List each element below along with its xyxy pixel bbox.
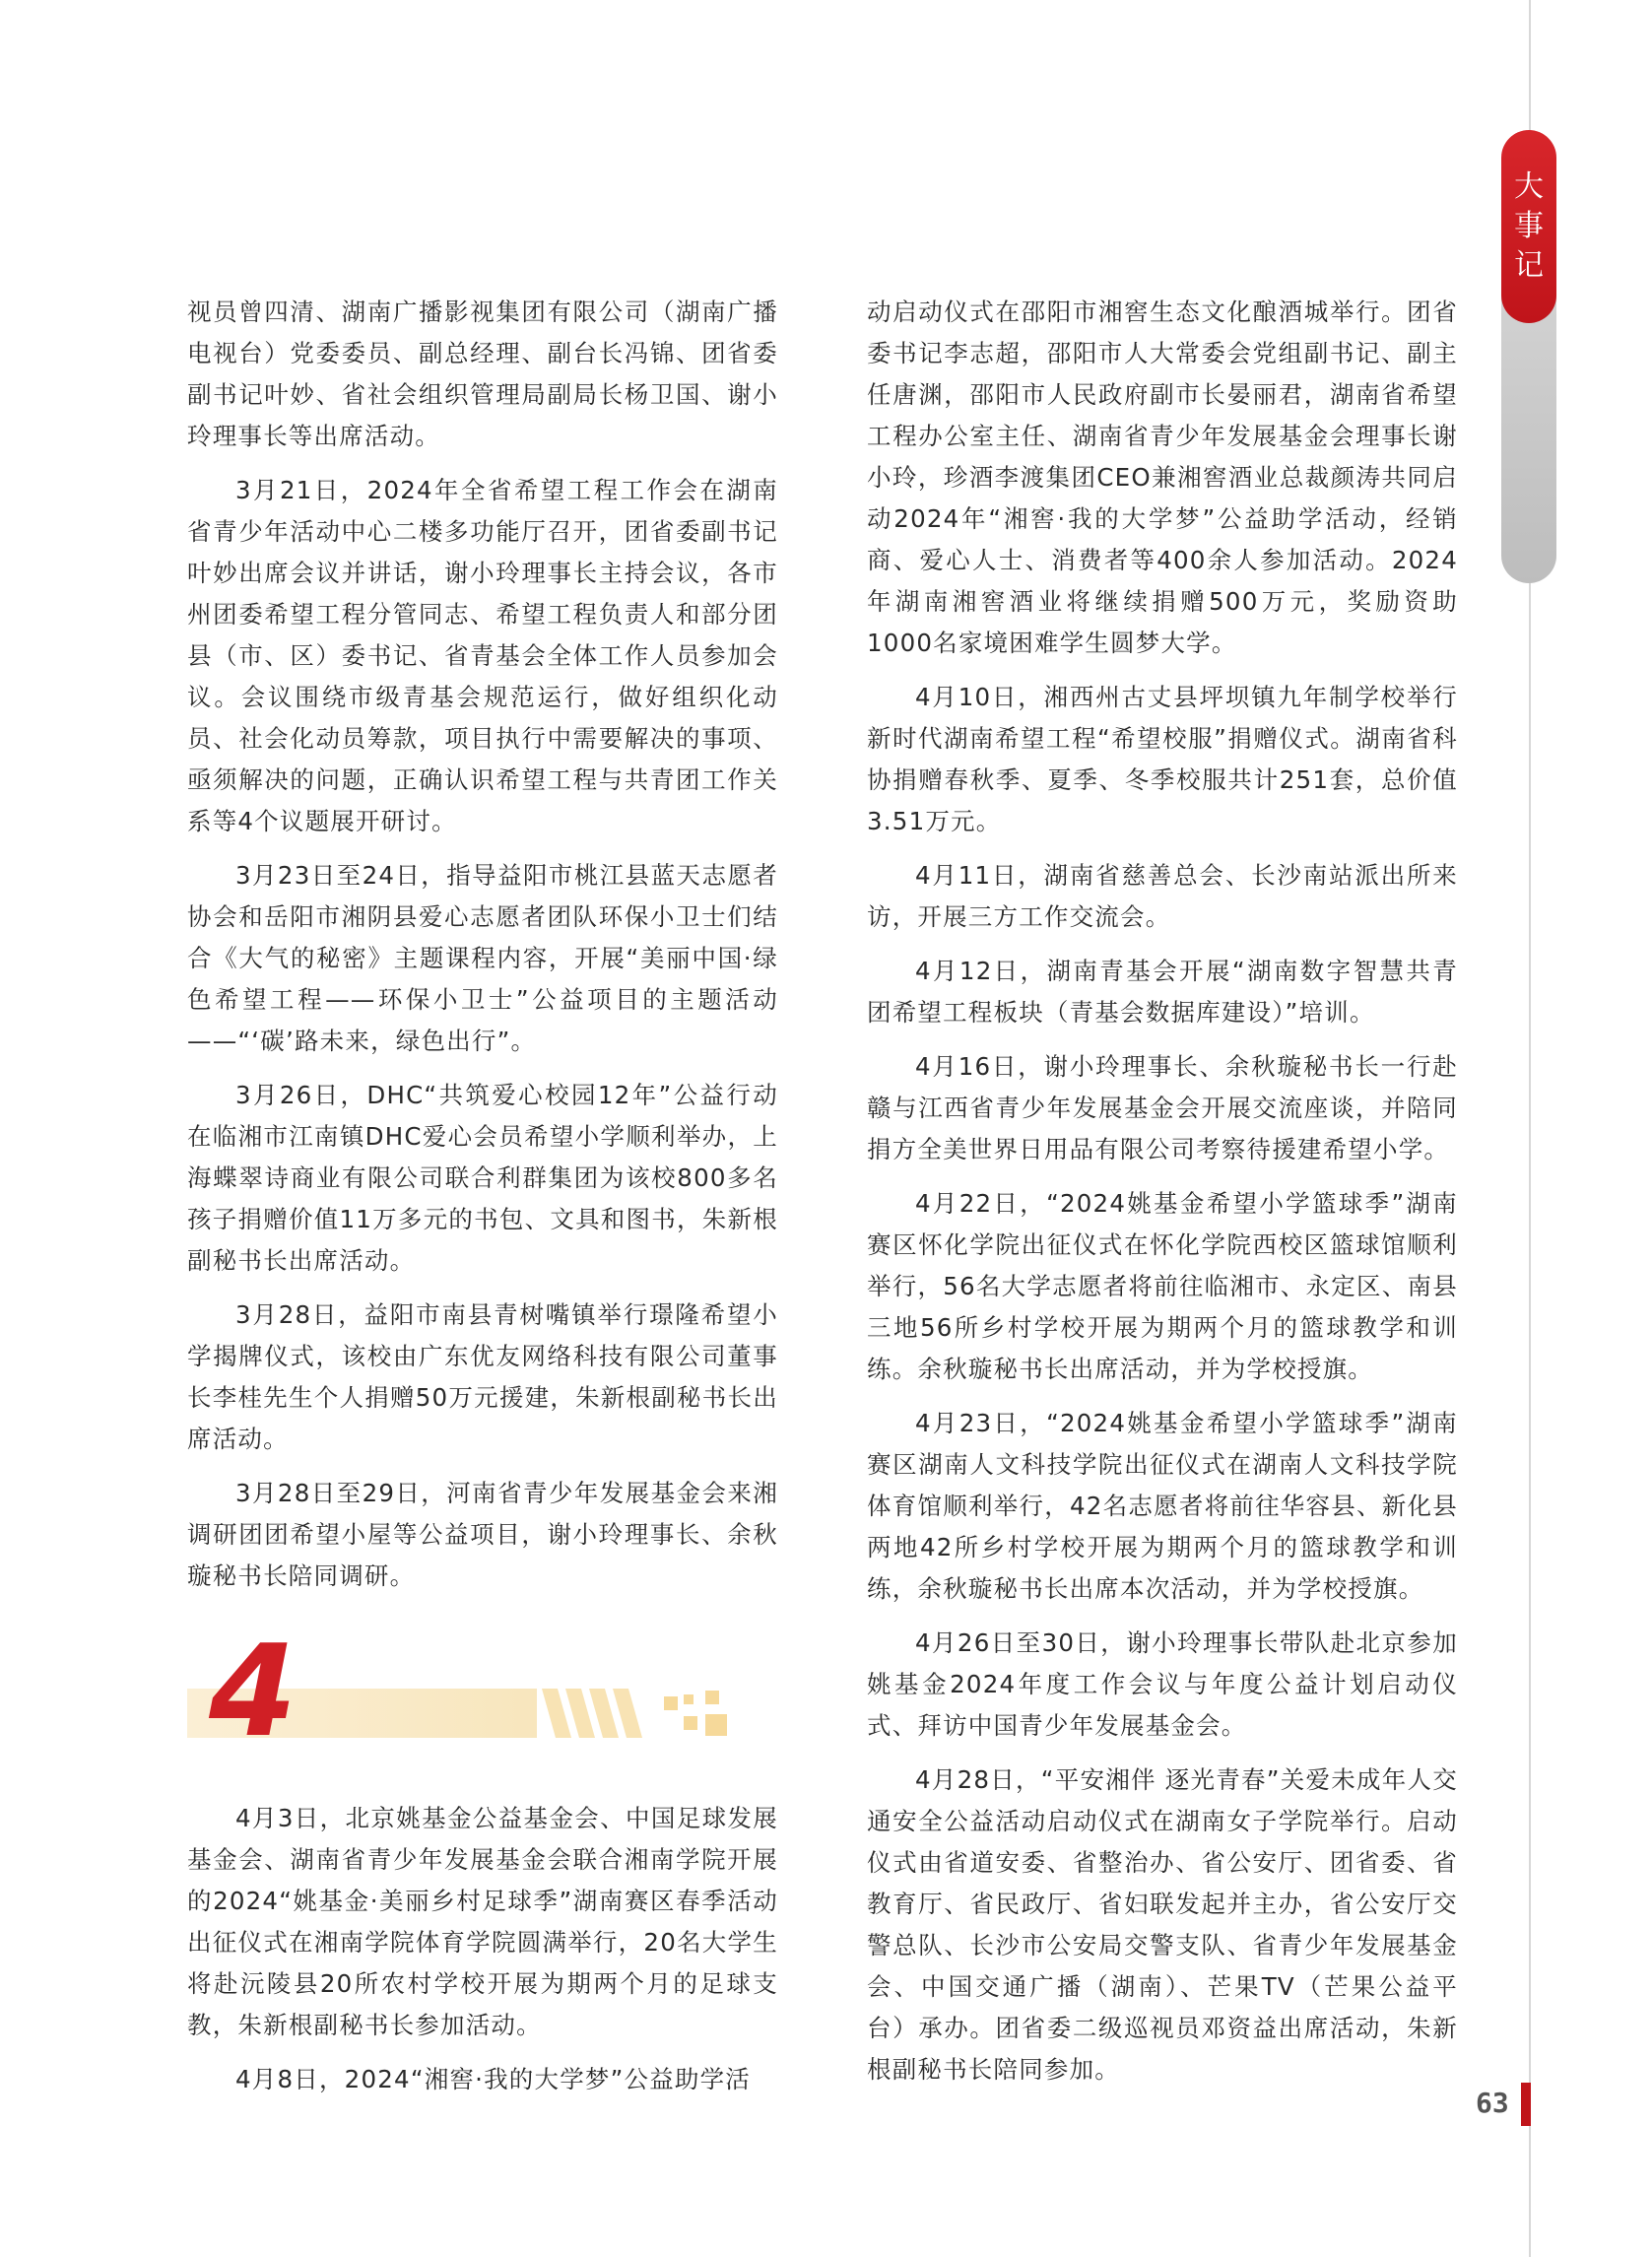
paragraph: 3月23日至24日，指导益阳市桃江县蓝天志愿者协会和岳阳市湘阴县爱心志愿者团队环保小卫士们结合《大气的秘密》主题课程内容，开展“美丽中国·绿色希望工程——环保小卫士”公益项目的主题活动——“‘碳’路未来，绿色出行”。 [187,861,778,1055]
month-number: 4 [209,1619,297,1765]
paragraph: 视员曾四清、湖南广播影视集团有限公司（湖南广播电视台）党委委员、副总经理、副台长冯锦、团省委副书记叶妙、省社会组织管理局副局长杨卫国、谢小玲理事长等出席活动。 [187,298,778,450]
paragraph: 4月12日，湖南青基会开展“湖南数字智慧共青团希望工程板块（青基会数据库建设）”培训。 [867,957,1458,1027]
page-number-marker [1521,2083,1531,2126]
paragraph: 4月3日，北京姚基金公益基金会、中国足球发展基金会、湖南省青少年发展基金会联合湘南学院开展的2024“姚基金·美丽乡村足球季”湖南赛区春季活动出征仪式在湘南学院体育学院圆满举行，20名大学生将赴沅陵县20所农村学校开展为期两个月的足球支教，朱新根副秘书长参加活动。 [187,1804,778,2039]
paragraph: 3月21日，2024年全省希望工程工作会在湖南省青少年活动中心二楼多功能厅召开，团省委副书记叶妙出席会议并讲话，谢小玲理事长主持会议，各市州团委希望工程分管同志、希望工程负责人和部分团县（市、区）委书记、省青基会全体工作人员参加会议。会议围绕市级青基会规范运行，做好组织化动员、社会化动员筹款，项目执行中需要解决的事项、亟须解决的问题，正确认识希望工程与共青团工作关系等4个议题展开研讨。 [187,476,778,835]
paragraph: 4月8日，2024“湘窖·我的大学梦”公益助学活 [235,2065,751,2093]
right-column [867,292,1458,2103]
left-column-bottom [187,1798,778,2113]
paragraph: 4月10日，湘西州古丈县坪坝镇九年制学校举行新时代湖南希望工程“希望校服”捐赠仪式。湖南省科协捐赠春秋季、夏季、冬季校服共计251套，总价值3.51万元。 [867,683,1458,835]
paragraph: 4月11日，湖南省慈善总会、长沙南站派出所来访，开展三方工作交流会。 [867,861,1458,931]
month-banner [187,1619,739,1765]
paragraph: 动启动仪式在邵阳市湘窖生态文化酿酒城举行。团省委书记李志超，邵阳市人大常委会党组副书记、副主任唐渊，邵阳市人民政府副市长晏丽君，湖南省希望工程办公室主任、湖南省青少年发展基金会理事长谢小玲，珍酒李渡集团CEO兼湘窖酒业总裁颜涛共同启动2024年“湘窖·我的大学梦”公益助学活动，经销商、爱心人士、消费者等400余人参加活动。2024年湖南湘窖酒业将继续捐赠500万元，奖励资助1000名家境困难学生圆梦大学。 [867,298,1458,657]
paragraph: 4月16日，谢小玲理事长、余秋璇秘书长一行赴赣与江西省青少年发展基金会开展交流座谈，并陪同捐方全美世界日用品有限公司考察待援建希望小学。 [867,1052,1458,1163]
page-number: 63 [1476,2087,1509,2119]
paragraph: 3月28日至29日，河南省青少年发展基金会来湘调研团团希望小屋等公益项目，谢小玲理事长、余秋璇秘书长陪同调研。 [187,1479,778,1590]
paragraph: 4月28日，“平安湘伴 逐光青春”关爱未成年人交通安全公益活动启动仪式在湖南女子学院举行。启动仪式由省道安委、省整治办、省公安厅、团省委、省教育厅、省民政厅、省妇联发起并主办，省公安厅交警总队、长沙市公安局交警支队、省青少年发展基金会、中国交通广播（湖南）、芒果TV（芒果公益平台）承办。团省委二级巡视员邓资益出席活动，朱新根副秘书长陪同参加。 [867,1765,1458,2084]
section-tab-label: 大 事 记 [1514,169,1544,283]
paragraph: 3月26日，DHC“共筑爱心校园12年”公益行动在临湘市江南镇DHC爱心会员希望小学顺利举办，上海蝶翠诗商业有限公司联合利群集团为该校800多名孩子捐赠价值11万多元的书包、文具和图书，朱新根副秘书长出席活动。 [187,1081,778,1275]
paragraph: 4月23日，“2024姚基金希望小学篮球季”湖南赛区湖南人文科技学院出征仪式在湖南人文科技学院体育馆顺利举行，42名志愿者将前往华容县、新化县两地42所乡村学校开展为期两个月的篮球教学和训练，余秋璇秘书长出席本次活动，并为学校授旗。 [867,1409,1458,1603]
side-tab-gray-extension [1501,296,1556,583]
paragraph: 3月28日，益阳市南县青树嘴镇举行璟隆希望小学揭牌仪式，该校由广东优友网络科技有限公司董事长李桂先生个人捐赠50万元援建，朱新根副秘书长出席活动。 [187,1300,778,1453]
paragraph: 4月22日，“2024姚基金希望小学篮球季”湖南赛区怀化学院出征仪式在怀化学院西校区篮球馆顺利举行，56名大学志愿者将前往临湘市、永定区、南县三地56所乡村学校开展为期两个月的篮球教学和训练。余秋璇秘书长出席活动，并为学校授旗。 [867,1189,1458,1383]
paragraph: 4月26日至30日，谢小玲理事长带队赴北京参加姚基金2024年度工作会议与年度公益计划启动仪式、拜访中国青少年发展基金会。 [867,1628,1458,1740]
left-column [187,292,778,1610]
